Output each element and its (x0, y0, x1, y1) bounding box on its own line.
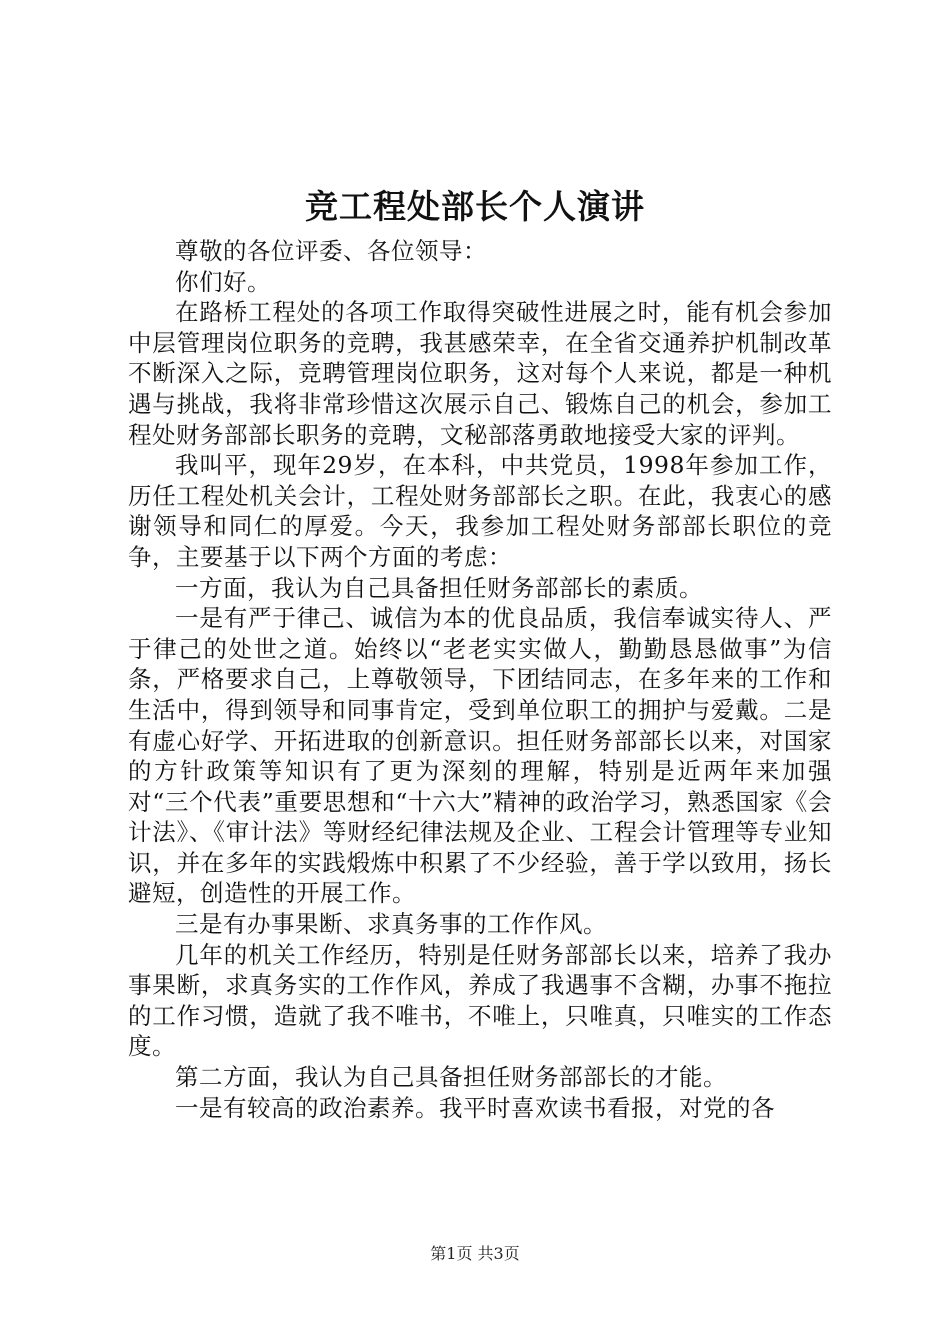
paragraph-greeting: 你们好。 (175, 267, 271, 296)
paragraph-work-style: 几年的机关工作经历，特别是任财务部部长以来，培养了我办事果断，求真务实的工作作风，养成了我遇事不含糊，办事不拖拉的工作习惯，造就了我不唯书，不唯上，只唯真，只唯实的工作态度。 (128, 940, 832, 1061)
paragraph-salutation: 尊敬的各位评委、各位领导： (175, 237, 487, 265)
paragraph-qualities: 一是有严于律己、诚信为本的优良品质，我信奉诚实待人、严于律己的处世之道。始终以“老老实实做人，勤勤恳恳做事”为信条，严格要求自己，上尊敬领导，下团结同志，在多年来的工作和生活中，得到领导和同事肯定，受到单位职工的拥护与爱戴。二是有虚心好学、开拓进取的创新意识。担任财务部部长以来，对国家的方针政策等知识有了更为深刻的理解，特别是近两年来加强对“三个代表”重要思想和“十六大”精神的政治学习，熟悉国家《会计法》、《审计法》等财经纪律法规及企业、工程会计管理等专业知识，并在多年的实践煅炼中积累了不少经验，善于学以致用，扬长避短，创造性的开展工作。 (128, 604, 832, 908)
page-number-footer: 第1页 共3页 (430, 1244, 520, 1263)
paragraph-work-style-heading: 三是有办事果断、求真务事的工作作风。 (175, 910, 607, 939)
paragraph-intro: 在路桥工程处的各项工作取得突破性进展之时，能有机会参加中层管理岗位职务的竞聘，我甚感荣幸，在全省交通养护机制改革不断深入之际，竞聘管理岗位职务，这对每个人来说，都是一种机遇与挑战，我将非常珍惜这次展示自己、锻炼自己的机会，参加工程处财务部部长职务的竞聘，文秘部落勇敢地接受大家的评判。 (128, 298, 832, 449)
paragraph-self-introduction: 我叫平，现年29岁，在本科，中共党员，1998年参加工作，历任工程处机关会计，工程处财务部部长之职。在此，我衷心的感谢领导和同仁的厚爱。今天，我参加工程处财务部部长职位的竞争，主要基于以下两个方面的考虑： (128, 451, 832, 571)
document-body (128, 236, 832, 1123)
paragraph-first-aspect: 一方面，我认为自己具备担任财务部部长的素质。 (175, 573, 703, 602)
document-title: 竞工程处部长个人演讲 (305, 187, 645, 226)
paragraph-second-aspect: 第二方面，我认为自己具备担任财务部部长的才能。 (175, 1063, 727, 1092)
paragraph-political-literacy: 一是有较高的政治素养。我平时喜欢读书看报，对党的各 (175, 1093, 775, 1122)
